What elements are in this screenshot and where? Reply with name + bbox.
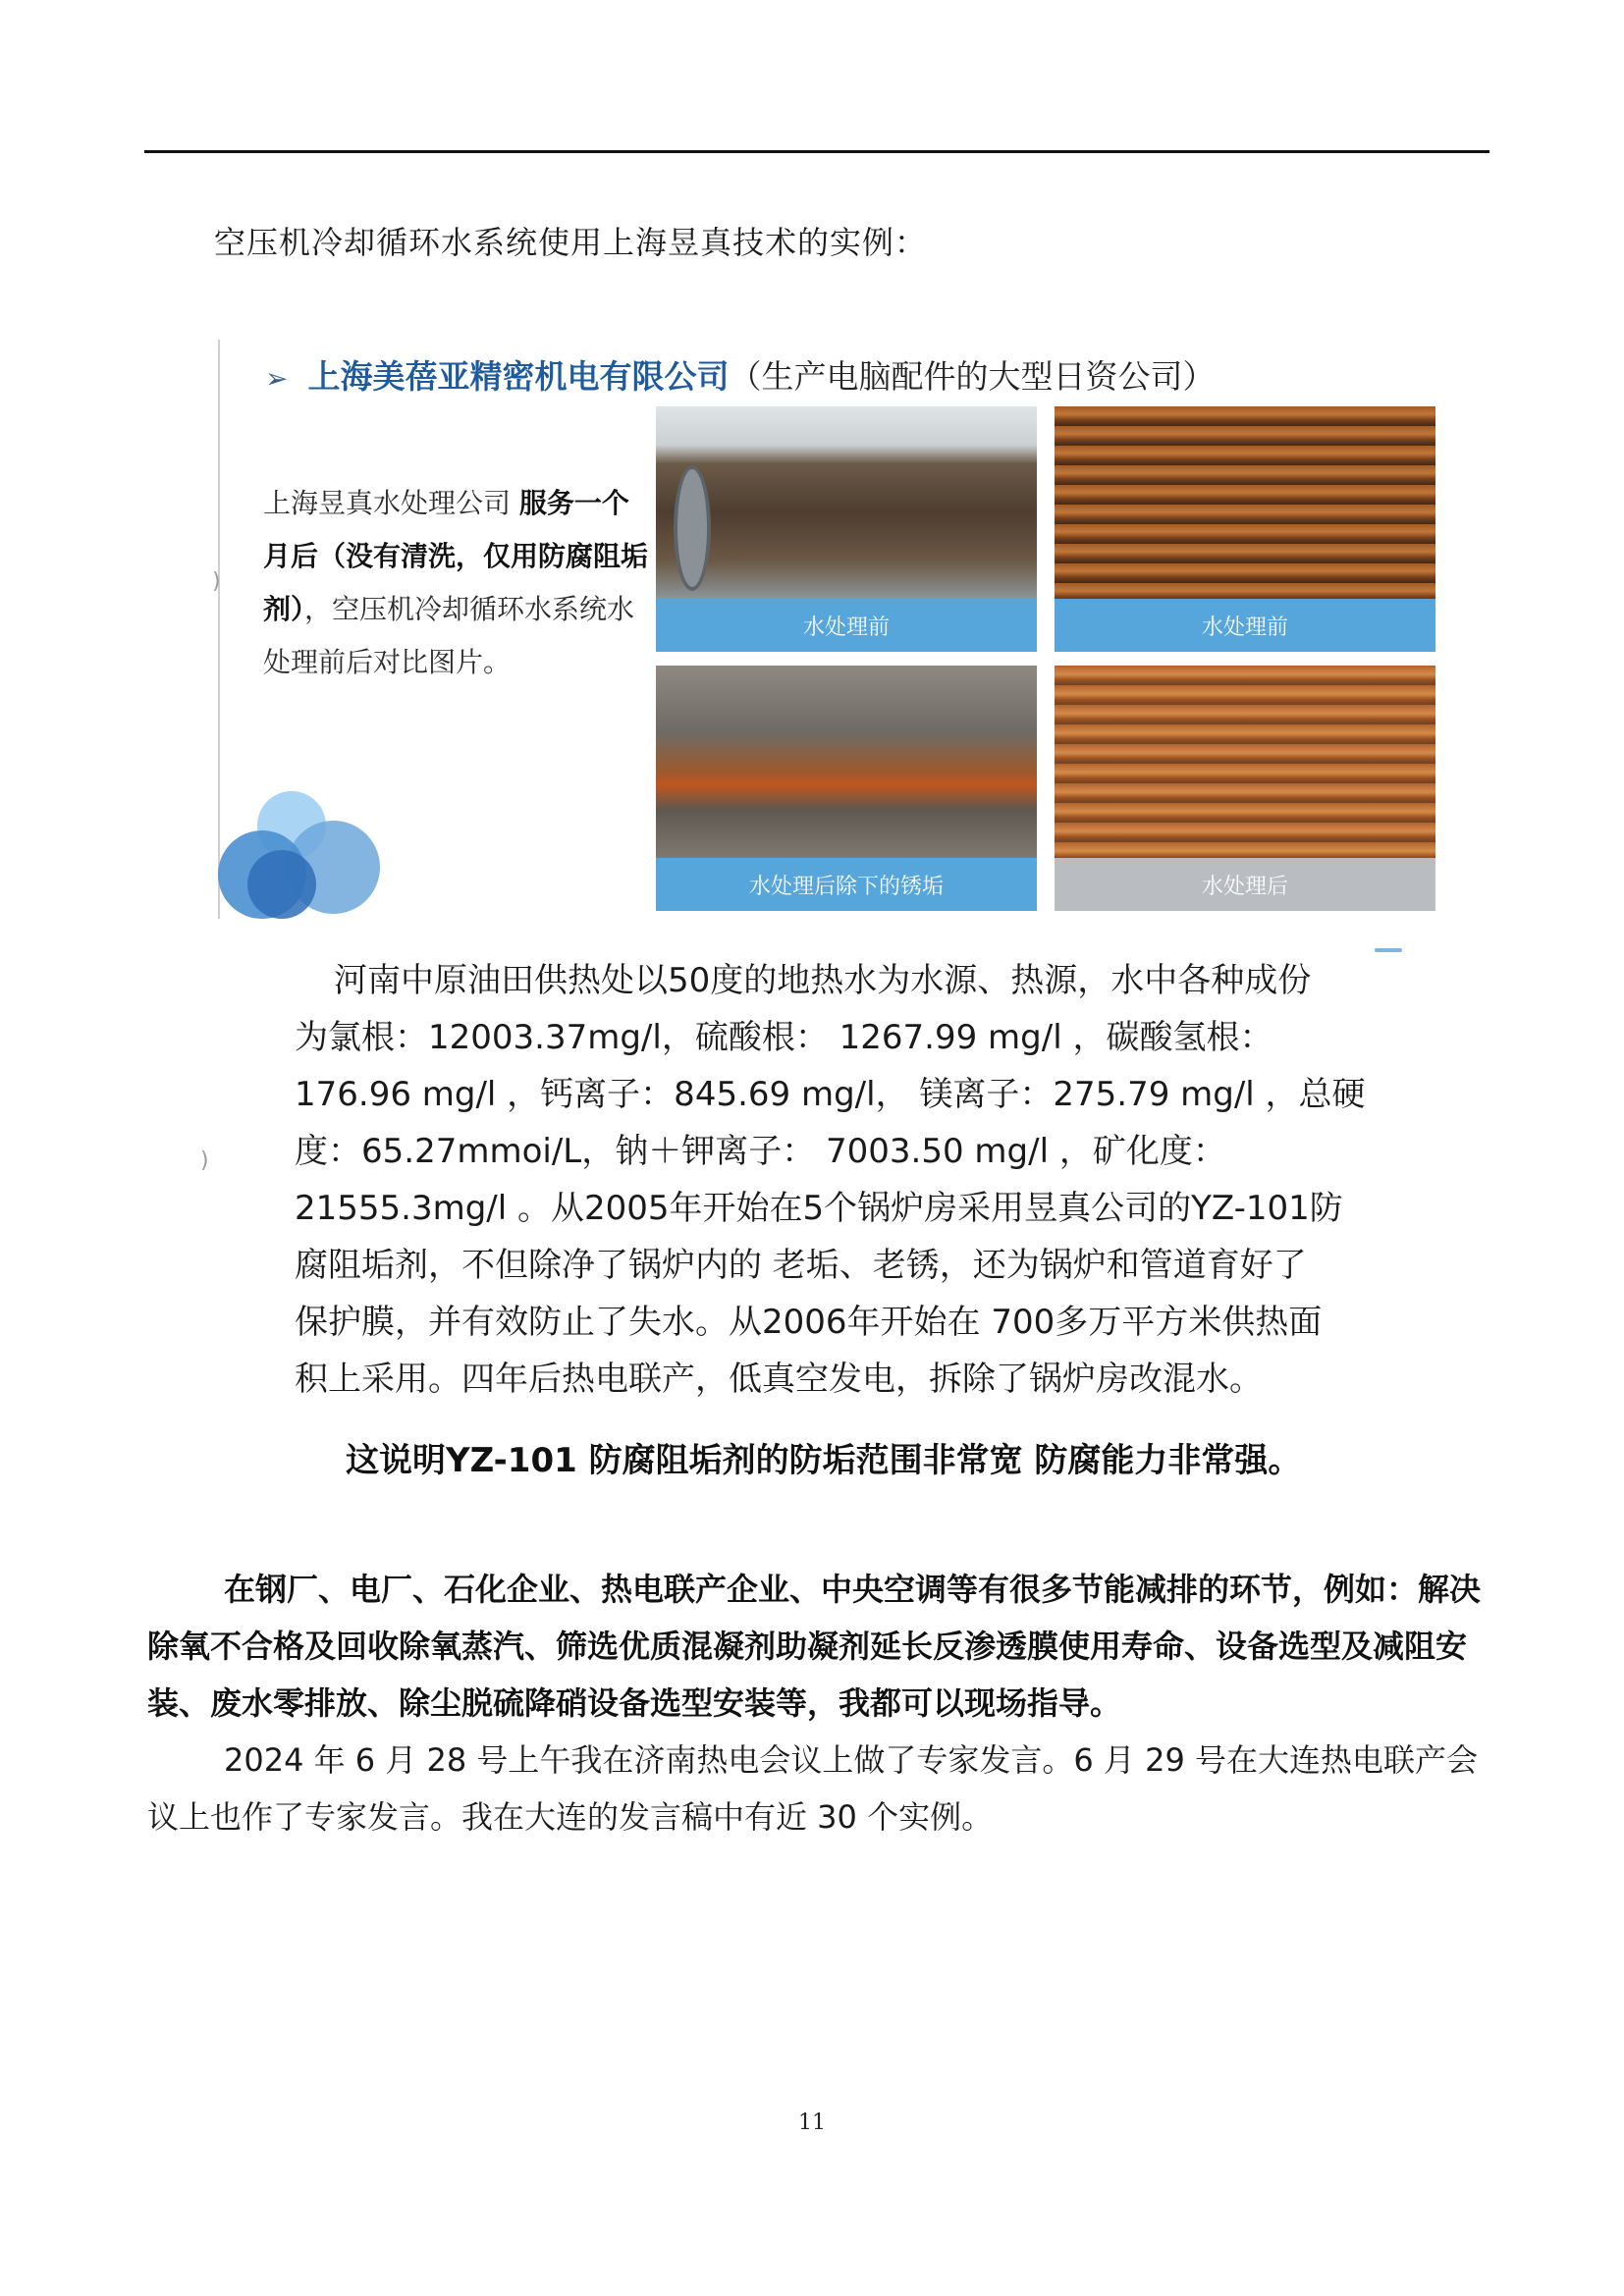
bullet-arrow-icon: ➢: [265, 362, 289, 395]
desc-part-c: ，空压机冷却循环水系统水处理前后对比图片。: [263, 593, 635, 678]
photo-removed-scale: [656, 666, 1037, 911]
case-line: 21555.3mg/l 。从2005年开始在5个锅炉房采用昱真公司的YZ-101防: [295, 1189, 1343, 1228]
case-line: 河南中原油田供热处以50度的地热水为水源、热源，水中各种成份: [334, 961, 1312, 1000]
removed-scale-image: [656, 666, 1037, 858]
slide-edge-mark: ): [212, 569, 221, 594]
desc-part-a: 上海昱真水处理公司: [263, 487, 519, 519]
case-line: 积上采用。四年后热电联产，低真空发电，拆除了锅炉房改混水。: [295, 1360, 1263, 1399]
page-number: 11: [798, 2110, 826, 2135]
photo-caption: 水处理前: [656, 599, 1037, 652]
case-line: 为氯根：12003.37mg/l，硫酸根： 1267.99 mg/l ，碳酸氢根：: [295, 1018, 1273, 1057]
slide-description: [263, 477, 656, 689]
case-line: 176.96 mg/l ，钙离子：845.69 mg/l， 镁离子：275.79 mg/l ，总硬: [295, 1075, 1366, 1114]
slide-image-zhongyuan: [196, 952, 1434, 1492]
case-line: 度：65.27mmoi/L，钠＋钾离子： 7003.50 mg/l ，矿化度：: [295, 1132, 1226, 1171]
photo-before-1: [656, 406, 1037, 652]
slide-image-meibeiya: [212, 340, 1465, 919]
decorative-bubbles: [218, 791, 395, 919]
tube-bundle-image: [656, 406, 1037, 599]
conference-text: 2024 年 6 月 28 号上午我在济南热电会议上做了专家发言。6 月 29 号在大连热电联产会议上也作了专家发言。我在大连的发言稿中有近 30 个实例。: [147, 1741, 1478, 1836]
case-conclusion: 这说明YZ-101 防腐阻垢剂的防垢范围非常宽 防腐能力非常强。: [346, 1441, 1302, 1480]
slide-title: [265, 351, 1215, 398]
photo-before-2: [1055, 406, 1435, 652]
photo-caption: 水处理前: [1055, 599, 1435, 652]
company-name: 上海美蓓亚精密机电有限公司: [307, 357, 730, 396]
services-paragraph: [147, 1561, 1492, 1732]
case-line: 保护膜，并有效防止了失水。从2006年开始在 700多万平方米供热面: [295, 1303, 1323, 1342]
clean-tubes-image: [1055, 666, 1435, 858]
header-rule: [144, 150, 1489, 153]
intro-text: 空压机冷却循环水系统使用上海昱真技术的实例：: [214, 224, 928, 261]
company-desc: （生产电脑配件的大型日资公司）: [729, 357, 1216, 396]
services-text: 在钢厂、电厂、石化企业、热电联产企业、中央空调等有很多节能减排的环节，例如：解决除氧不合格及回收除氧蒸汽、筛选优质混凝剂助凝剂延长反渗透膜使用寿命、设备选型及减阻安装、废水零排放、除尘脱硫降硝设备选型安装等，我都可以现场指导。: [147, 1571, 1482, 1722]
slide-edge-mark: ): [200, 1148, 209, 1173]
rusty-tubes-image: [1055, 406, 1435, 599]
photo-caption: 水处理后除下的锈垢: [656, 858, 1037, 911]
case-line: 腐阻垢剂，不但除净了锅炉内的 老垢、老锈，还为锅炉和管道育好了: [295, 1246, 1307, 1285]
conference-paragraph: [147, 1732, 1492, 1845]
photo-caption: 水处理后: [1055, 858, 1435, 911]
photo-after: [1055, 666, 1435, 911]
case-paragraph: [295, 952, 1414, 1408]
desc-part-bold: 服务一个月后（没有清洗，仅用防腐阻垢剂）: [263, 487, 649, 625]
